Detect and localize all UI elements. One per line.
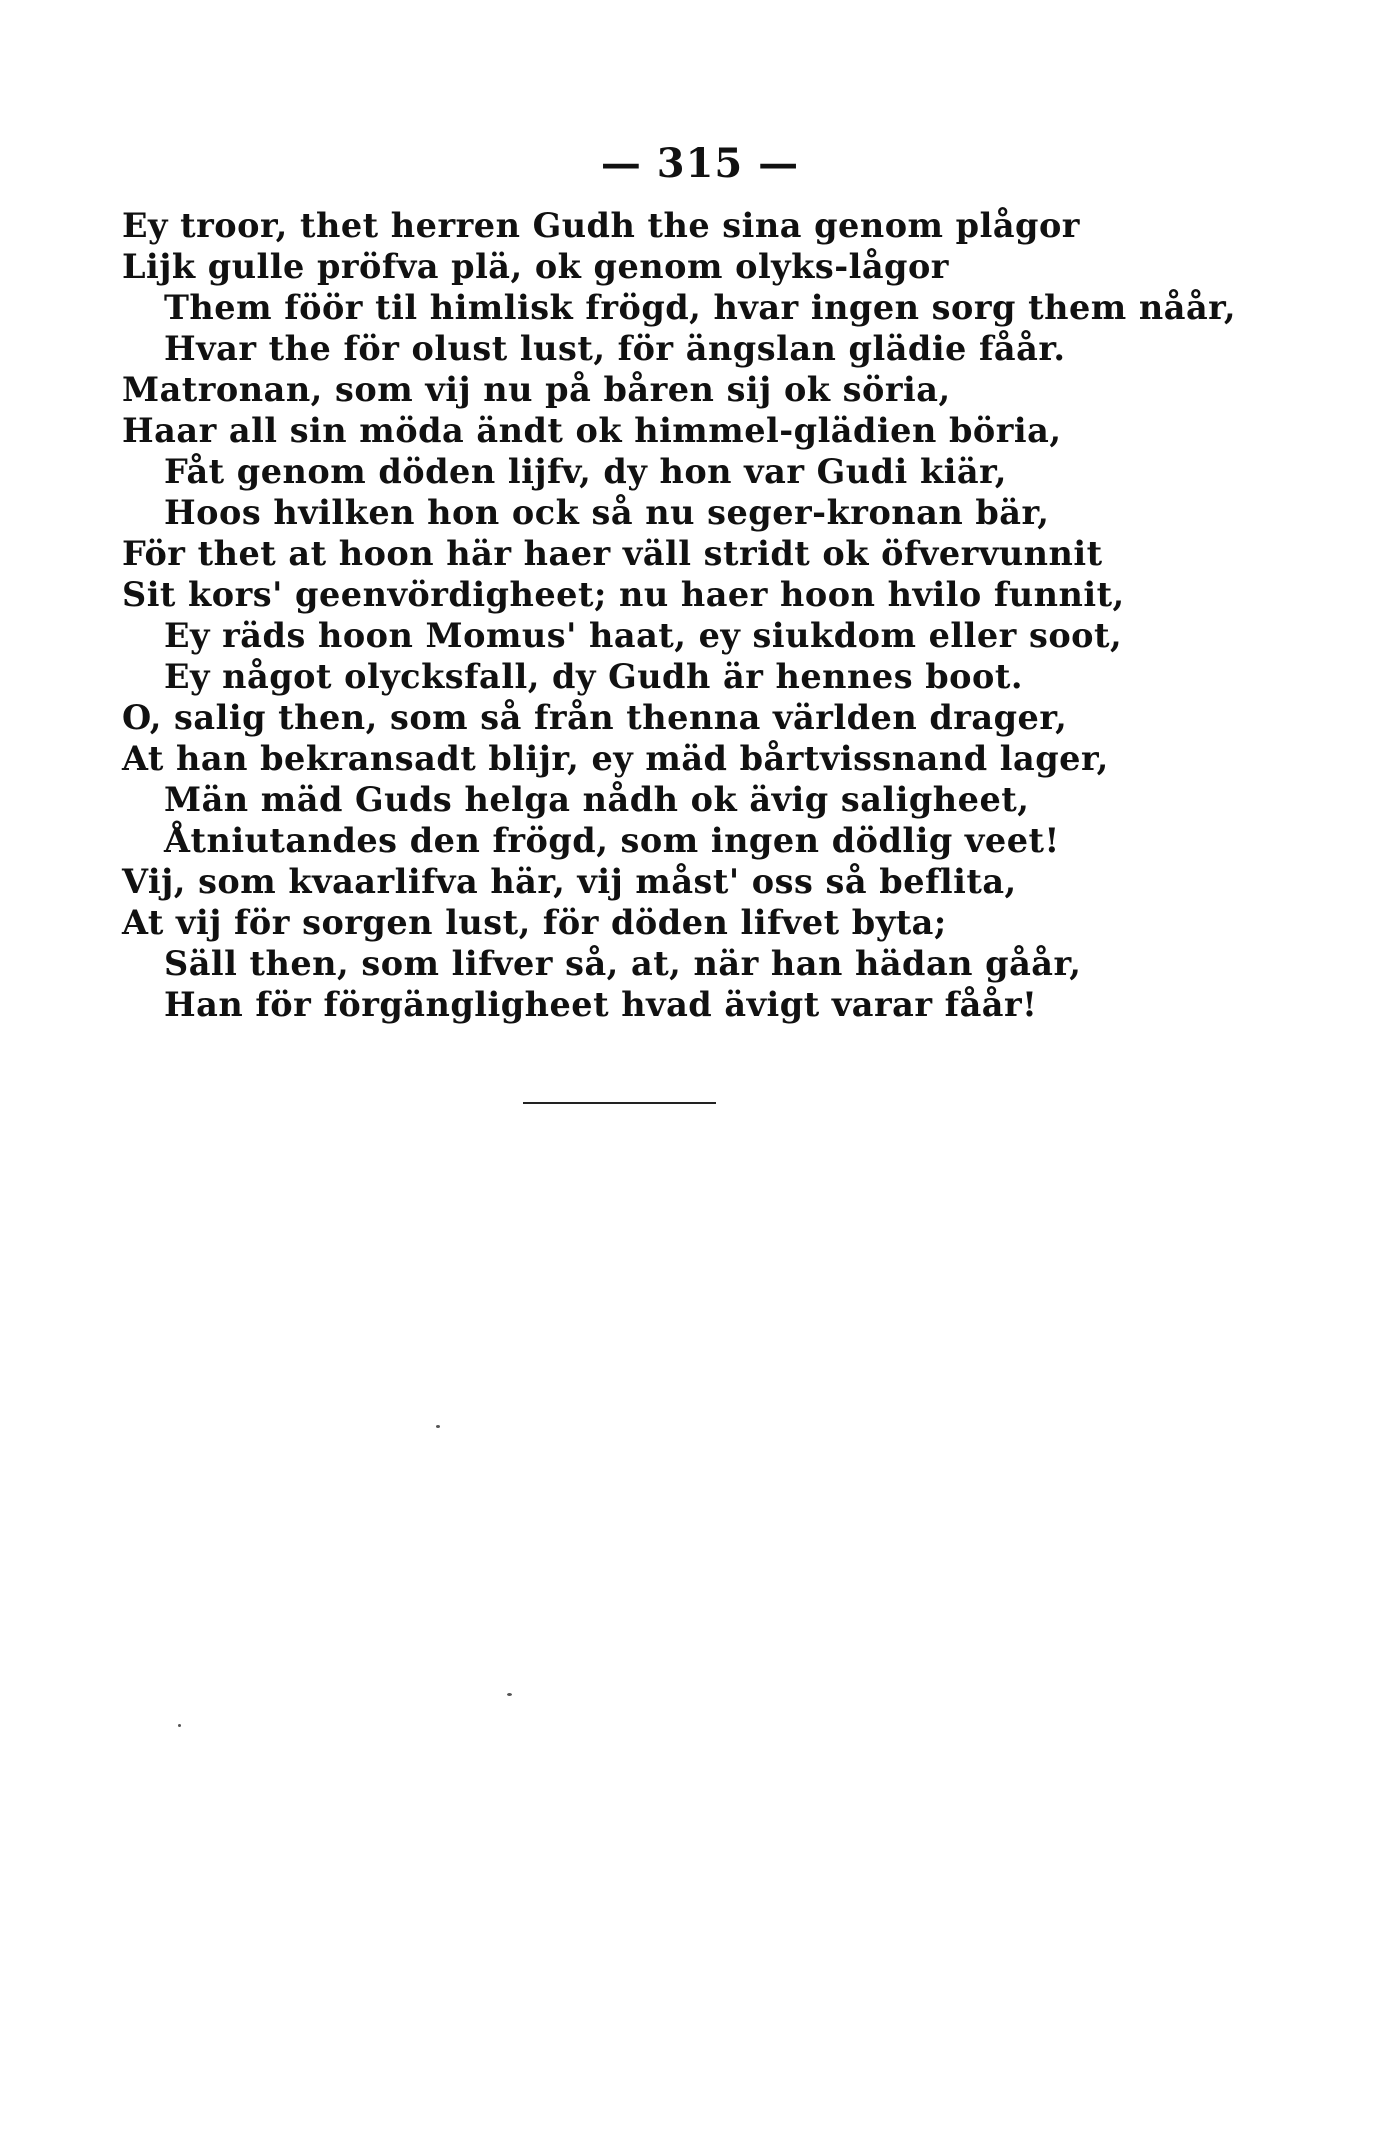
poem-line: Åtniutandes den frögd, som ingen dödlig veet!	[164, 821, 1060, 860]
poem-line: Ey räds hoon Momus' haat, ey siukdom eller soot,	[164, 616, 1123, 655]
ink-speck	[507, 1693, 512, 1696]
poem-line: Hvar the för olust lust, för ängslan glädie fåår.	[164, 329, 1066, 368]
poem-line: O, salig then, som så från thenna världen drager,	[122, 698, 1068, 737]
poem-line: Vij, som kvaarlifva här, vij måst' oss så beflita,	[122, 862, 1017, 901]
poem-line: Matronan, som vij nu på båren sij ok söria,	[122, 370, 951, 409]
ink-speck	[178, 1724, 181, 1727]
poem-line: Haar all sin möda ändt ok himmel-glädien böria,	[122, 411, 1062, 450]
poem-line: Säll then, som lifver så, at, när han hädan gåår,	[164, 944, 1082, 983]
poem-line: At vij för sorgen lust, för döden lifvet byta;	[122, 903, 947, 942]
poem-line: At han bekransadt blijr, ey mäd bårtvissnand lager,	[122, 739, 1109, 778]
poem-line: Them föör til himlisk frögd, hvar ingen sorg them nåår,	[164, 288, 1237, 327]
poem-line: Ey troor, thet herren Gudh the sina genom plågor	[122, 206, 1080, 245]
poem-line: Hoos hvilken hon ock så nu seger-kronan bär,	[164, 493, 1050, 532]
poem-line: För thet at hoon här haer väll stridt ok öfvervunnit	[122, 534, 1103, 573]
poem-line: Han för förgängligheet hvad ävigt varar fåår!	[164, 985, 1038, 1024]
poem-line: Lijk gulle pröfva plä, ok genom olyks-lågor	[122, 247, 949, 286]
poem-line: Fåt genom döden lijfv, dy hon var Gudi kiär,	[164, 452, 1007, 491]
page-number: — 315 —	[600, 140, 800, 187]
poem	[122, 205, 1352, 1025]
poem-line: Ey något olycksfall, dy Gudh är hennes boot.	[164, 657, 1023, 696]
ink-speck	[436, 1425, 440, 1428]
poem-line: Män mäd Guds helga nådh ok ävig saligheet,	[164, 780, 1030, 819]
poem-line: Sit kors' geenvördigheet; nu haer hoon hvilo funnit,	[122, 575, 1125, 614]
section-divider	[523, 1102, 716, 1104]
